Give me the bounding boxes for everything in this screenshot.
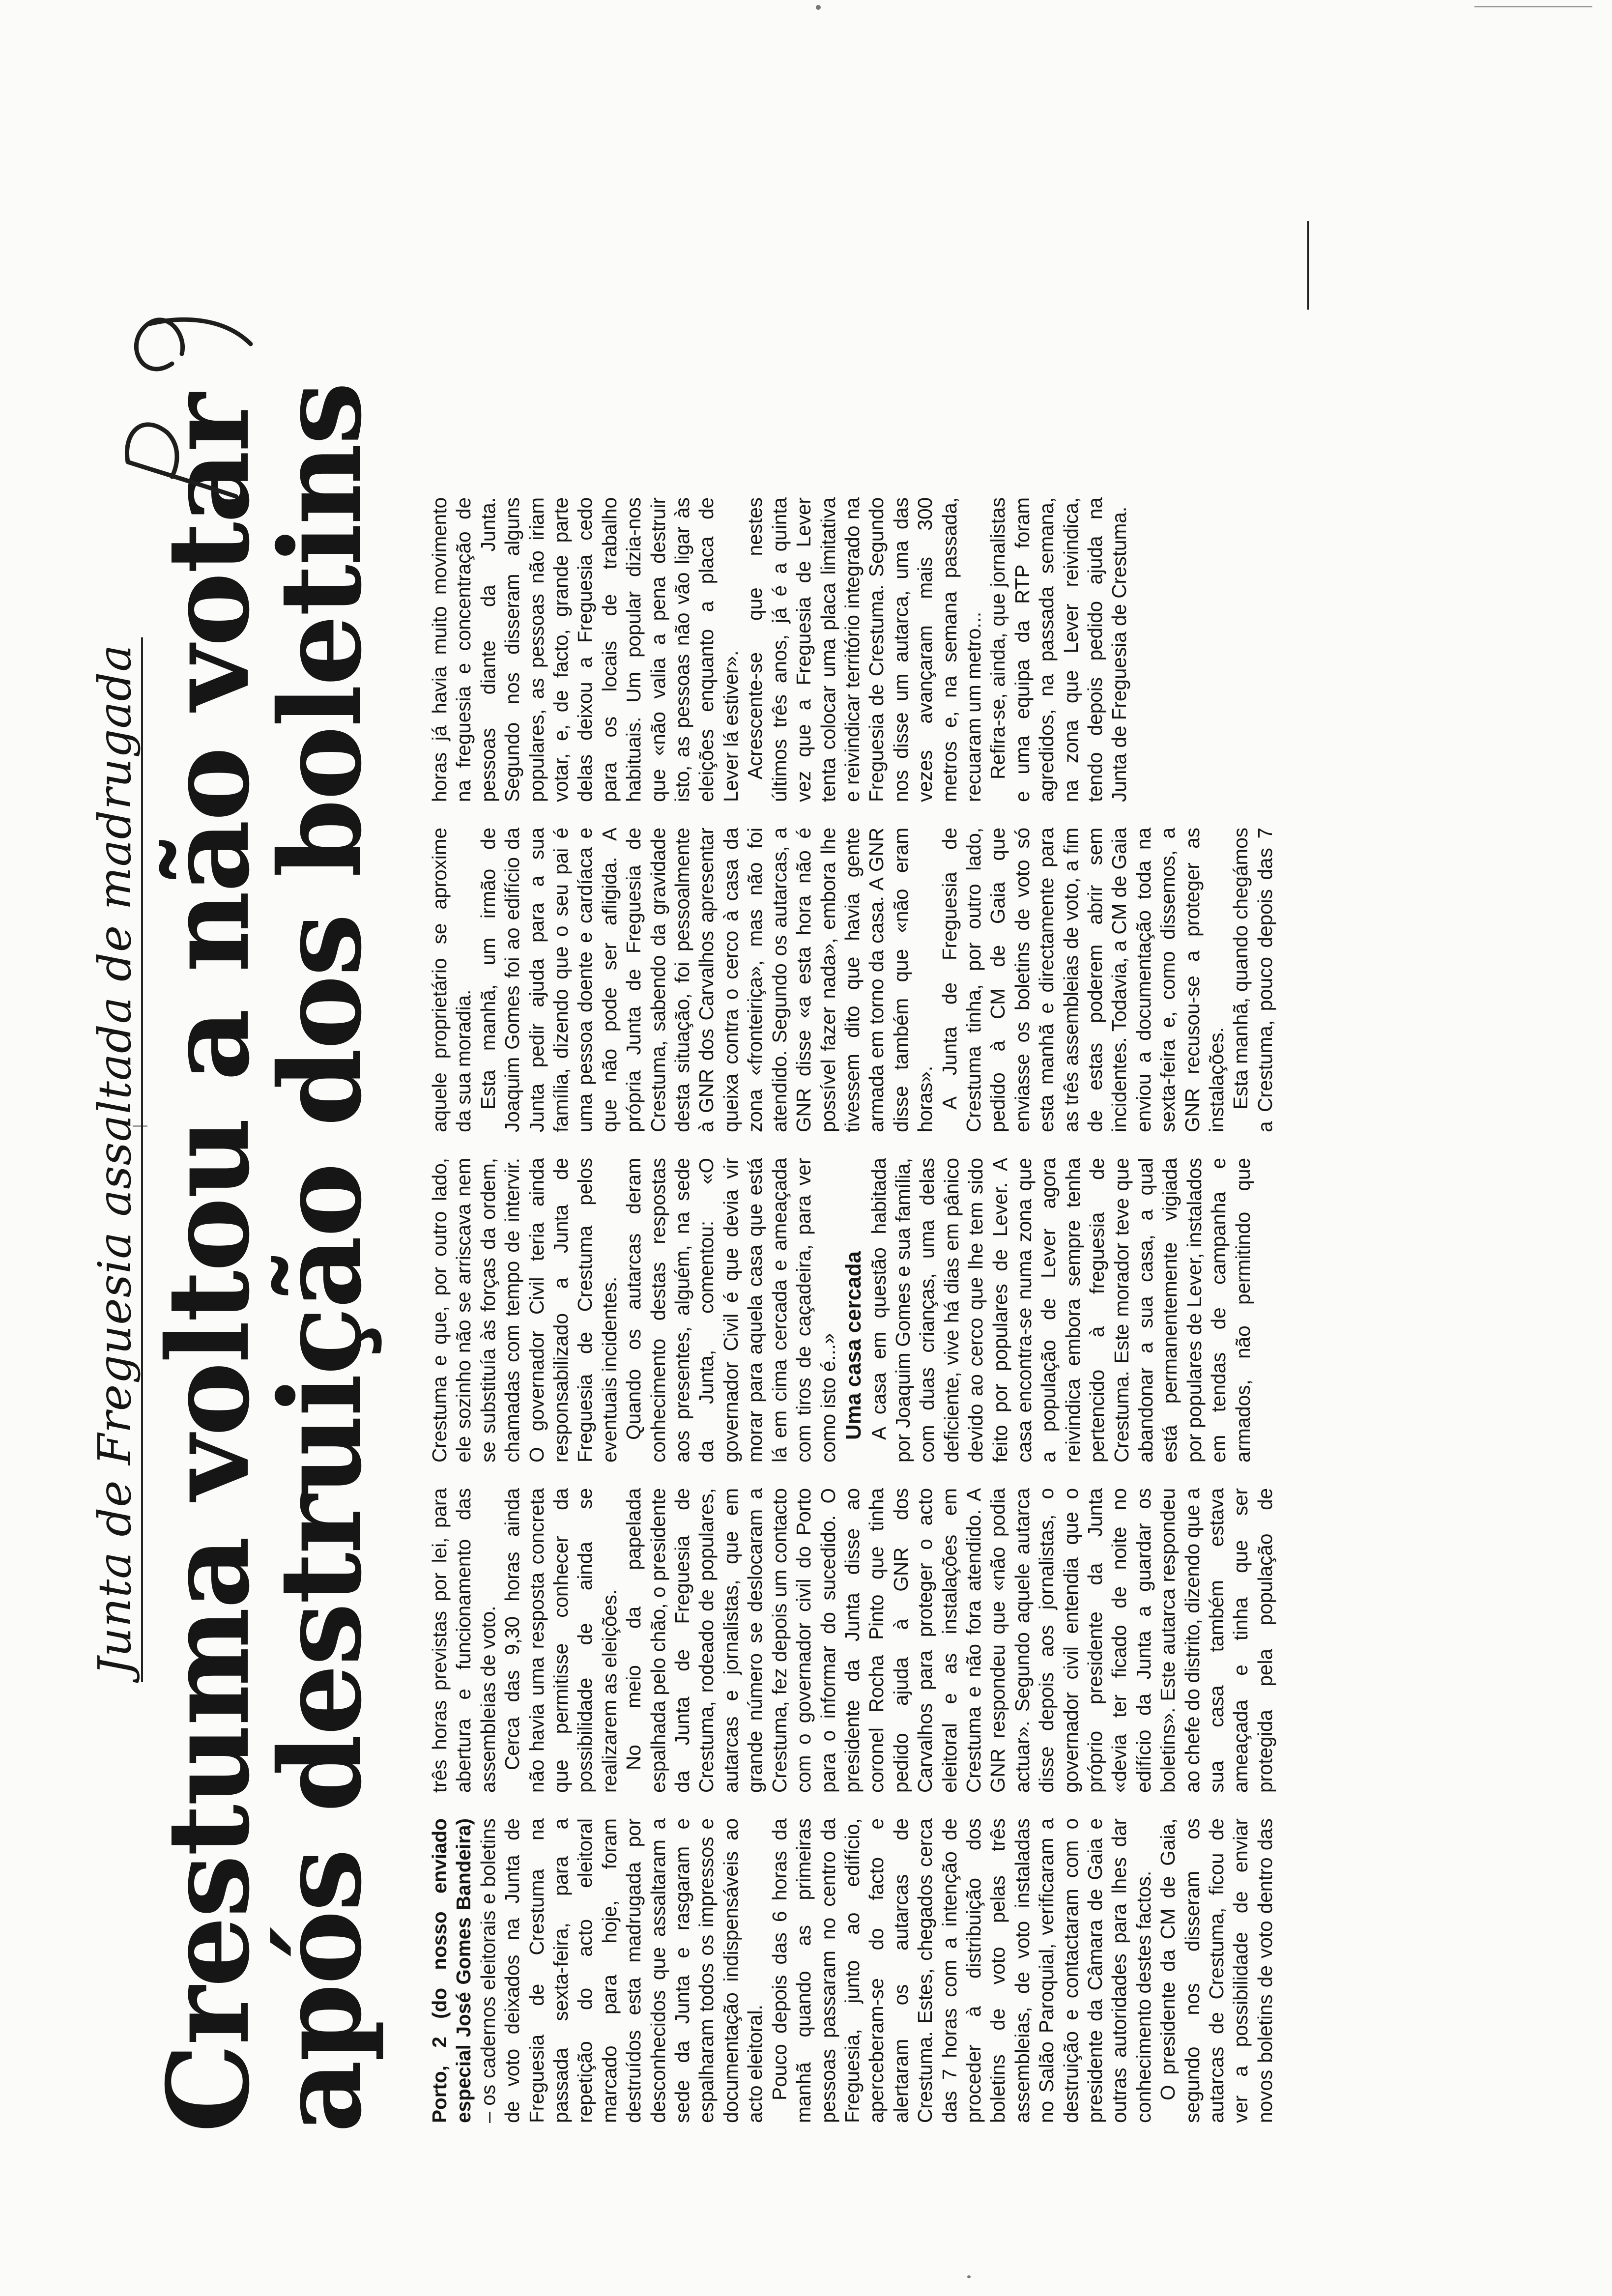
lead-paragraph (428, 1818, 768, 2123)
handwritten-page-mark (113, 256, 260, 511)
body-paragraph: Pouco depois das 6 horas da manhã quando as primeiras pessoas passaram no centro da Freguesia, junto ao edifício, aperceberam-se do facto e alertaram os autarcas de Crestuma. Estes, chegados cerca das 7 horas com a intenção de proceder à distribuição dos boletins de voto pelas três assembleias, de voto instaladas no Salão Paroquial, verificaram a destruição e contactaram com o presidente da Câmara de Gaia e outras autoridades para lhes dar conhecimento destes factos. (768, 1818, 1155, 2123)
body-paragraph: Acrescente-se que nestes últimos três anos, já é a quinta vez que a Freguesia de Lever tenta colocar uma placa limitativa e reivindicar território integrado na Freguesia de Crestuma. Segundo nos disse um autarca, uma das vezes avançaram mais 300 metros e, na semana passada, recuaram um metro... (744, 497, 985, 802)
body-paragraph: Esta manhã, um irmão de Joaquim Gomes foi ao edifício da Junta pedir ajuda para a sua família, dizendo que o seu pai é uma pessoa doente e cardíaca e que não pode ser afligida. A própria Junta de Freguesia de Crestuma, sabendo da gravidade desta situação, foi pessoalmente à GNR dos Carvalhos apresentar queixa contra o cerco à casa da zona «fronteiriça», mas não foi atendido. Segundo os autarcas, a GNR disse «a esta hora não é possível fazer nada», embora lhe tivessem dito que havia gente armada em torno da casa. A GNR disse também que «não eram horas». (476, 828, 937, 1132)
article-byline: Porto, 2 (do nosso enviado especial José Gomes Bandeira) (428, 1818, 475, 2123)
body-paragraph: O presidente da CM de Gaia, segundo nos disseram os autarcas de Crestuma, ficou de ver a possibilidade de enviar novos boletins de voto dentro das três horas previstas por lei, para abertura e funcionamento das assembleias de voto. (428, 1488, 1276, 2123)
body-paragraph: Refira-se, ainda, que jornalistas e uma equipa da RTP foram agredidos, na passada semana, na zona que Lever reivindica, tendo depois pedido ajuda na Junta de Freguesia de Crestuma. (986, 497, 1131, 802)
article-body (428, 167, 1293, 2123)
kicker-text: Junta de Freguesia assaltada de madrugada (88, 637, 143, 1682)
body-text: – os cadernos eleitorais e boletins de voto deixados na Junta de Freguesia de Crestuma na passada sexta-feira, para a repetição do acto eleitoral marcado para hoje, foram destruídos esta madrugada por desconhecidos que assaltaram a sede da Junta e rasgaram e espalharam todos os impressos e documentação indispensáveis ao acto eleitoral. (476, 1818, 767, 2123)
body-paragraph: Quando os autarcas deram conhecimento destas respostas aos presentes, alguém, na sede da Junta, comentou: «O governador Civil é que devia vir morar para aquela casa que está lá em cima cercada e ameaçada com tiros de caçadeira, para ver como isto é...» (622, 1158, 839, 1463)
scan-speck (967, 2275, 971, 2278)
body-paragraph: Esta manhã, quando chegámos a Crestuma, pouco depois das 7 horas já havia muito movimento na freguesia e concentração de pessoas diante da Junta. Segundo nos disseram alguns populares, as pessoas não iriam votar, e, de facto, grande parte delas deixou a Freguesia cedo para os locais de trabalho habituais. Um popular dizia-nos que «não valia a pena destruir isto, as pessoas não vão ligar às eleições enquanto a placa de Lever lá estiver». (428, 497, 1276, 1132)
headline-line-2: após destruição dos boletins (255, 383, 386, 2133)
headline-line-1: Crestuma voltou a não votar (143, 395, 274, 2133)
section-subhead: Uma casa cercada (841, 1251, 865, 1440)
scan-speck (816, 5, 821, 10)
body-paragraph: A Junta de Freguesia de Crestuma tinha, por outro lado, pedido à CM de Gaia que enviasse os boletins de voto só esta manhã e directamente para as três assembleias de voto, a fim de estas poderem abrir sem incidentes. Todavia, a CM de Gaia enviou a documentação toda na sexta-feira e, como dissemos, a GNR recusou-se a proteger as instalações. (938, 828, 1228, 1132)
newspaper-article (69, 128, 1327, 2192)
article-end-rule (1307, 221, 1309, 310)
body-paragraph: A casa em questão habitada por Joaquim Gomes e sua família, com duas crianças, uma delas deficiente, vive há dias em pânico devido ao cerco que lhe tem sido feito por populares de Lever. A casa encontra-se numa zona que a população de Lever agora reivindica embora sempre tenha pertencido à freguesia de Crestuma. Este morador teve que abandonar a sua casa, a qual está permanentemente vigiada por populares de Lever, instalados em tendas de campanha e armados, não permitindo que aquele proprietário se aproxime da sua moradia. (428, 828, 1254, 1463)
article-headline (143, 383, 386, 2133)
scan-edge-mark (1474, 6, 1592, 7)
body-paragraph: No meio da papelada espalhada pelo chão, o presidente da Junta de Freguesia de Crestuma, rodeado de populares, autarcas e jornalistas, que em grande número se deslocaram a Crestuma, fez depois um contacto com o governador civil do Porto para o informar do sucedido. O presidente da Junta disse ao coronel Rocha Pinto que tinha pedido ajuda à GNR dos Carvalhos para proteger o acto eleitoral e as instalações em Crestuma e não fora atendido. A GNR respondeu que «não podia actuar». Segundo aquele autarca disse depois aos jornalistas, o governador civil entendia que o próprio presidente da Junta «devia ter ficado de noite no edifício da Junta a guardar os boletins». Este autarca respondeu ao chefe do distrito, dizendo que a sua casa também estava ameaçada e tinha que ser protegida pela população de Crestuma e que, por outro lado, ele sozinho não se arriscava nem se substituía às forças da ordem, chamadas com tempo de intervir. O governador Civil teria ainda responsabilizado a Junta de Freguesia de Crestuma pelos eventuais incidentes. (428, 1158, 1276, 1793)
body-paragraph: Cerca das 9,30 horas ainda não havia uma resposta concreta que permitisse conhecer da possibilidade de ainda se realizarem as eleições. (501, 1488, 621, 1793)
